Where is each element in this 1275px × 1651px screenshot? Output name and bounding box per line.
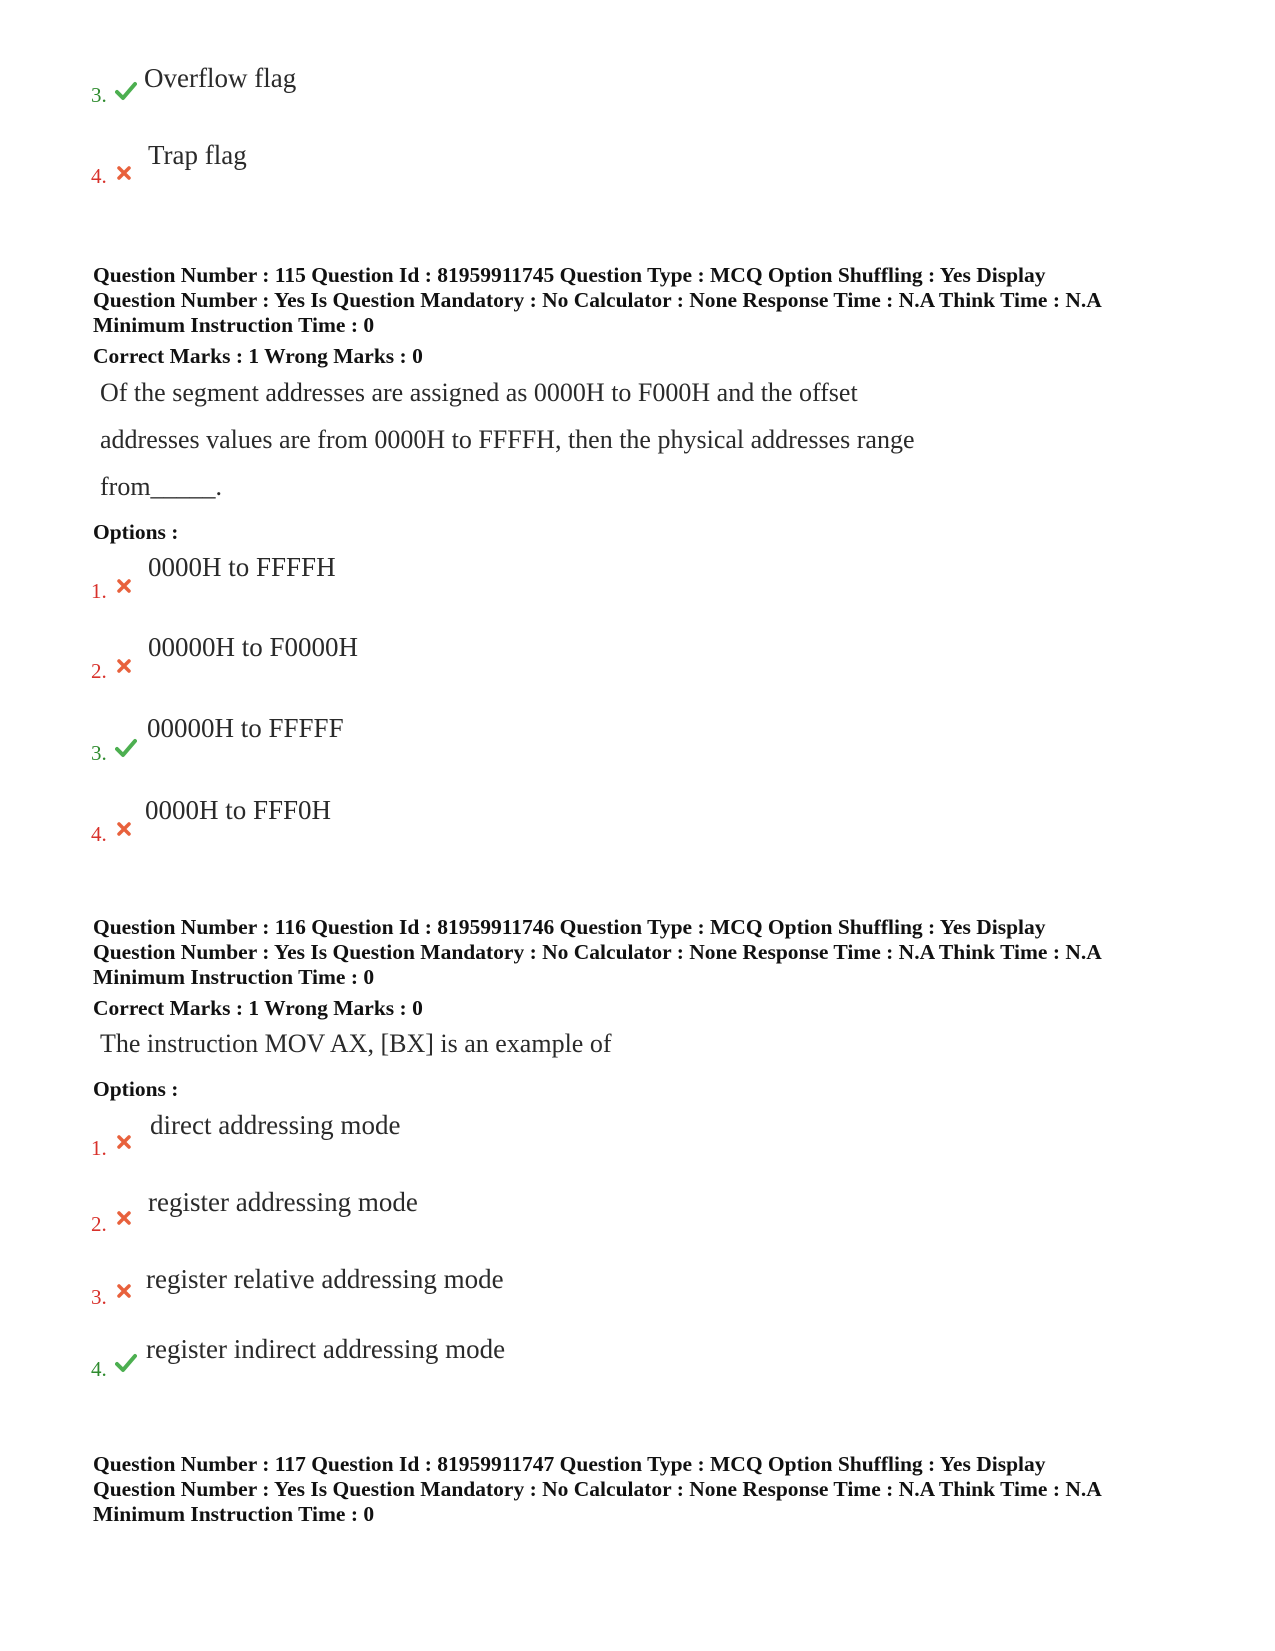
question-stem: Of the segment addresses are assigned as 0000H to F000H and the offset — [100, 378, 858, 407]
check-icon — [115, 81, 137, 101]
question-meta-line: Question Number : Yes Is Question Mandatory : No Calculator : None Response Time : N.A Think Time : N.A — [93, 940, 1102, 964]
option-text: direct addressing mode — [150, 1110, 401, 1140]
option-text: Trap flag — [148, 140, 247, 170]
option-text: register addressing mode — [148, 1187, 418, 1217]
option-text: 00000H to FFFFF — [147, 713, 344, 743]
option-number: 2. — [91, 1212, 107, 1236]
question-meta-line: Question Number : Yes Is Question Mandatory : No Calculator : None Response Time : N.A Think Time : N.A — [93, 288, 1102, 312]
option-text: register indirect addressing mode — [146, 1334, 506, 1364]
check-icon — [115, 1353, 137, 1373]
option-text: Overflow flag — [144, 63, 297, 93]
options-label: Options : — [93, 520, 179, 544]
option-number: 4. — [91, 1357, 107, 1381]
cross-icon — [117, 659, 131, 673]
question-meta-line: Question Number : Yes Is Question Mandatory : No Calculator : None Response Time : N.A Think Time : N.A — [93, 1477, 1102, 1501]
question-stem: addresses values are from 0000H to FFFFH, then the physical addresses range — [100, 425, 915, 454]
option-number: 2. — [91, 659, 107, 683]
option-number: 4. — [91, 822, 107, 846]
question-meta-line: Minimum Instruction Time : 0 — [93, 965, 375, 989]
question-marks: Correct Marks : 1 Wrong Marks : 0 — [93, 996, 423, 1020]
option-number: 3. — [91, 1285, 107, 1309]
question-meta-line: Question Number : 115 Question Id : 81959911745 Question Type : MCQ Option Shuffling : Yes Display — [93, 263, 1046, 287]
cross-icon — [117, 166, 131, 180]
question-marks: Correct Marks : 1 Wrong Marks : 0 — [93, 344, 423, 368]
cross-icon — [117, 1284, 131, 1298]
question-stem: from_____. — [100, 472, 223, 501]
option-number: 3. — [91, 83, 107, 107]
question-meta-line: Question Number : 116 Question Id : 81959911746 Question Type : MCQ Option Shuffling : Yes Display — [93, 915, 1046, 939]
option-text: register relative addressing mode — [146, 1264, 504, 1294]
option-text: 00000H to F0000H — [148, 632, 359, 662]
cross-icon — [117, 1135, 131, 1149]
option-number: 1. — [91, 579, 107, 603]
option-number: 3. — [91, 741, 107, 765]
options-label: Options : — [93, 1077, 179, 1101]
option-number: 4. — [91, 164, 107, 188]
question-meta-line: Question Number : 117 Question Id : 81959911747 Question Type : MCQ Option Shuffling : Yes Display — [93, 1452, 1046, 1476]
check-icon — [115, 738, 137, 758]
option-text: 0000H to FFF0H — [145, 795, 332, 825]
question-stem: The instruction MOV AX, [BX] is an example of — [100, 1029, 612, 1058]
cross-icon — [117, 1211, 131, 1225]
option-number: 1. — [91, 1136, 107, 1160]
question-meta-line: Minimum Instruction Time : 0 — [93, 1502, 375, 1526]
option-text: 0000H to FFFFH — [148, 552, 336, 582]
question-meta-line: Minimum Instruction Time : 0 — [93, 313, 375, 337]
cross-icon — [117, 579, 131, 593]
cross-icon — [117, 822, 131, 836]
